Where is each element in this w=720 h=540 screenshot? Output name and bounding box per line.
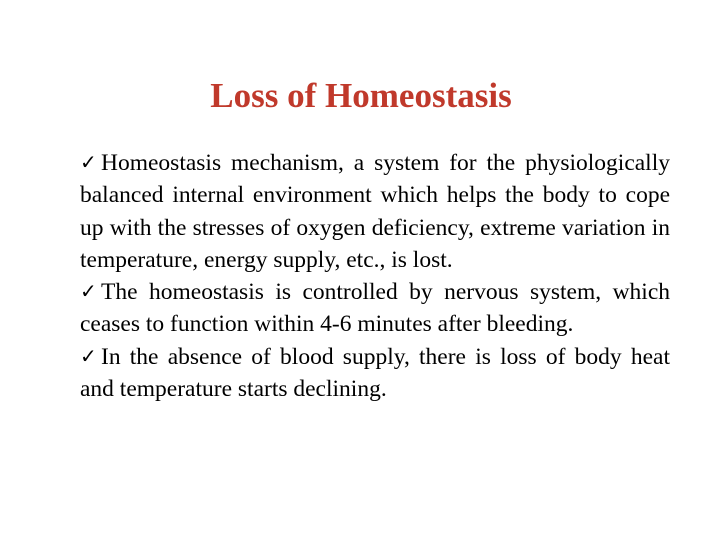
bullet-text: The homeostasis is controlled by nervous system, which ceases to function within 4-6 minutes after bleeding. — [80, 279, 670, 338]
bullet-text: Homeostasis mechanism, a system for the physiologically balanced internal environment which helps the body to cope up with the stresses of oxygen deficiency, extreme variation in temperature, energy supply, etc., is lost. — [80, 150, 670, 273]
bullet-text: In the absence of blood supply, there is loss of body heat and temperature starts declining. — [80, 343, 670, 403]
check-icon: ✓ — [80, 150, 97, 174]
slide-title-text: Loss of Homeostasis — [210, 76, 512, 115]
slide-title — [0, 72, 720, 120]
bullet-list — [80, 147, 670, 405]
bullet-item — [80, 276, 670, 341]
check-icon: ✓ — [80, 343, 97, 368]
bullet-item — [80, 147, 670, 276]
bullet-item — [80, 341, 670, 406]
check-icon: ✓ — [80, 279, 97, 304]
